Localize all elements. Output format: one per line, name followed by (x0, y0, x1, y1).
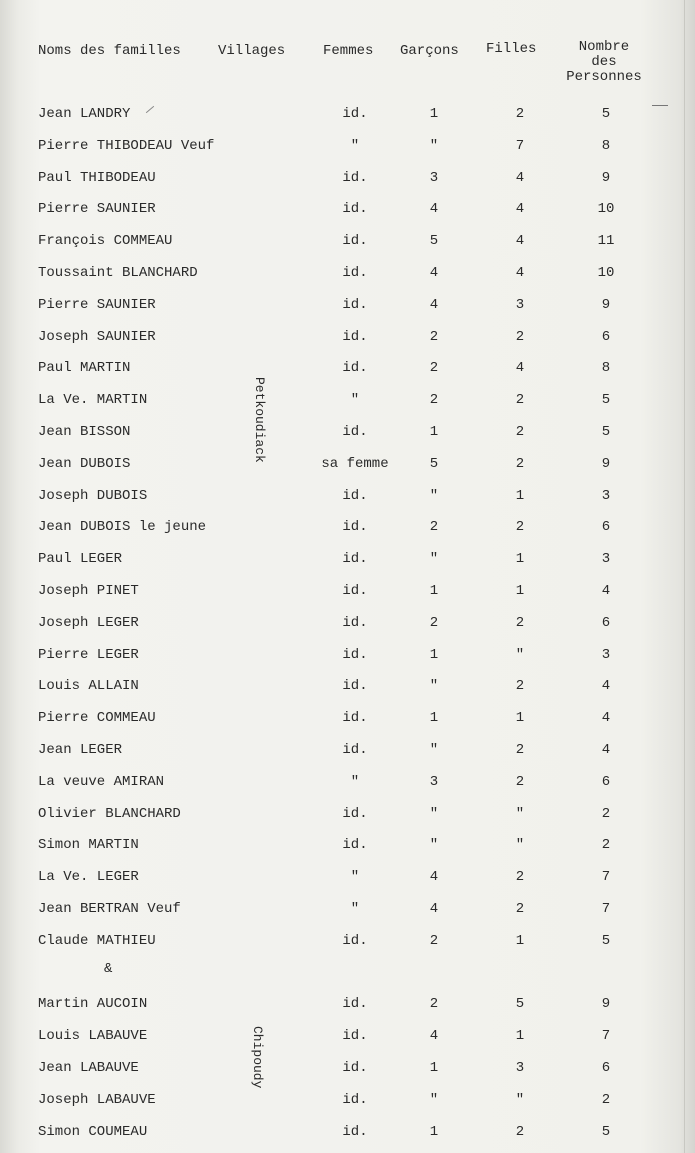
garcons-cell: 4 (429, 869, 439, 885)
family-name-cell: Pierre THIBODEAU Veuf (38, 138, 215, 154)
total-persons-cell: 7 (601, 901, 611, 917)
table-row (0, 932, 695, 950)
femmes-cell: id. (342, 1124, 368, 1140)
table-row (0, 1027, 695, 1045)
filles-cell: 2 (515, 329, 525, 345)
table-row (0, 995, 695, 1013)
filles-cell: 2 (515, 456, 525, 472)
table-row (0, 518, 695, 536)
total-persons-cell: 8 (601, 360, 611, 376)
femmes-cell: id. (342, 583, 368, 599)
garcons-cell: " (429, 742, 439, 758)
family-name-cell: Toussaint BLANCHARD (38, 265, 198, 281)
family-name-cell: Jean BISSON (38, 424, 131, 440)
table-row (0, 105, 695, 123)
table-row (0, 709, 695, 727)
femmes-cell: id. (342, 201, 368, 217)
family-name-cell: Paul LEGER (38, 551, 123, 567)
family-name-cell: Louis LABAUVE (38, 1028, 148, 1044)
filles-cell: 4 (515, 265, 525, 281)
filles-cell: 2 (515, 901, 525, 917)
total-persons-cell: 6 (601, 615, 611, 631)
total-persons-cell: 4 (601, 710, 611, 726)
total-persons-cell: 6 (601, 774, 611, 790)
femmes-cell: id. (342, 837, 368, 853)
garcons-cell: " (429, 138, 439, 154)
family-name-cell: Joseph SAUNIER (38, 329, 156, 345)
femmes-cell: " (350, 138, 360, 154)
total-persons-cell: 9 (601, 297, 611, 313)
femmes-cell: id. (342, 1028, 368, 1044)
total-persons-cell: 5 (601, 1124, 611, 1140)
total-persons-cell: 2 (601, 806, 611, 822)
total-persons-cell: 3 (601, 647, 611, 663)
femmes-cell: " (350, 774, 360, 790)
filles-cell: 2 (515, 774, 525, 790)
header-names: Noms des familles (38, 43, 181, 59)
filles-cell: 5 (515, 996, 525, 1012)
total-persons-cell: 7 (601, 1028, 611, 1044)
table-row (0, 328, 695, 346)
header-garcons: Garçons (400, 43, 459, 59)
total-persons-cell: 4 (601, 678, 611, 694)
family-name-cell: Pierre SAUNIER (38, 297, 156, 313)
family-name-cell: Joseph LEGER (38, 615, 139, 631)
garcons-cell: 2 (429, 392, 439, 408)
garcons-cell: 1 (429, 106, 439, 122)
table-row (0, 773, 695, 791)
femmes-cell: sa femme (321, 456, 389, 472)
femmes-cell: id. (342, 933, 368, 949)
garcons-cell: 2 (429, 360, 439, 376)
femmes-cell: id. (342, 996, 368, 1012)
table-row (0, 741, 695, 759)
garcons-cell: 2 (429, 329, 439, 345)
total-persons-cell: 6 (601, 519, 611, 535)
table-row (0, 391, 695, 409)
femmes-cell: id. (342, 551, 368, 567)
filles-cell: 2 (515, 742, 525, 758)
garcons-cell: 1 (429, 1124, 439, 1140)
table-row (0, 805, 695, 823)
filles-cell: 1 (515, 583, 525, 599)
family-name-cell: La Ve. MARTIN (38, 392, 148, 408)
filles-cell: 2 (515, 519, 525, 535)
femmes-cell: id. (342, 170, 368, 186)
total-persons-cell: 2 (601, 837, 611, 853)
header-nombre-line-1: Nombre (578, 39, 630, 55)
total-persons-cell: 5 (601, 392, 611, 408)
filles-cell: 1 (515, 1028, 525, 1044)
garcons-cell: 4 (429, 901, 439, 917)
femmes-cell: id. (342, 360, 368, 376)
family-name-cell: Simon COUMEAU (38, 1124, 148, 1140)
table-row (0, 487, 695, 505)
village-label-petkoudiack: Petkoudiack (252, 377, 267, 463)
femmes-cell: " (350, 869, 360, 885)
femmes-cell: id. (342, 678, 368, 694)
header-nombre-line-2: des (591, 54, 617, 70)
garcons-cell: 2 (429, 519, 439, 535)
family-name-cell: Joseph LABAUVE (38, 1092, 156, 1108)
family-name-cell: François COMMEAU (38, 233, 173, 249)
garcons-cell: 4 (429, 297, 439, 313)
table-row (0, 455, 695, 473)
table-row (0, 423, 695, 441)
garcons-cell: 1 (429, 1060, 439, 1076)
family-name-cell: Jean BERTRAN Veuf (38, 901, 181, 917)
family-name-cell: Olivier BLANCHARD (38, 806, 181, 822)
table-row (0, 264, 695, 282)
table-row (0, 550, 695, 568)
garcons-cell: 2 (429, 615, 439, 631)
femmes-cell: id. (342, 519, 368, 535)
total-persons-cell: 8 (601, 138, 611, 154)
garcons-cell: 1 (429, 583, 439, 599)
garcons-cell: " (429, 488, 439, 504)
table-row (0, 868, 695, 886)
filles-cell: 1 (515, 710, 525, 726)
family-name-cell: Jean DUBOIS (38, 456, 131, 472)
filles-cell: 1 (515, 933, 525, 949)
garcons-cell: " (429, 1092, 439, 1108)
femmes-cell: id. (342, 806, 368, 822)
family-name-cell: La Ve. LEGER (38, 869, 139, 885)
femmes-cell: id. (342, 297, 368, 313)
total-persons-cell: 5 (601, 106, 611, 122)
filles-cell: 4 (515, 170, 525, 186)
ampersand-mark: & (104, 961, 113, 977)
garcons-cell: " (429, 806, 439, 822)
garcons-cell: 5 (429, 456, 439, 472)
femmes-cell: id. (342, 233, 368, 249)
garcons-cell: 3 (429, 170, 439, 186)
total-persons-cell: 4 (601, 742, 611, 758)
total-persons-cell: 6 (601, 1060, 611, 1076)
garcons-cell: 2 (429, 996, 439, 1012)
filles-cell: " (515, 837, 525, 853)
table-row (0, 614, 695, 632)
filles-cell: " (515, 806, 525, 822)
garcons-cell: 3 (429, 774, 439, 790)
header-filles: Filles (486, 41, 537, 57)
total-persons-cell: 4 (601, 583, 611, 599)
femmes-cell: id. (342, 424, 368, 440)
total-persons-cell: 9 (601, 456, 611, 472)
total-persons-cell: 9 (601, 996, 611, 1012)
total-persons-cell: 3 (601, 488, 611, 504)
total-persons-cell: 2 (601, 1092, 611, 1108)
filles-cell: " (515, 1092, 525, 1108)
table-row (0, 169, 695, 187)
header-femmes: Femmes (323, 43, 374, 59)
filles-cell: 2 (515, 678, 525, 694)
table-row (0, 900, 695, 918)
garcons-cell: " (429, 837, 439, 853)
filles-cell: 3 (515, 297, 525, 313)
family-name-cell: Louis ALLAIN (38, 678, 139, 694)
family-name-cell: Martin AUCOIN (38, 996, 148, 1012)
filles-cell: 2 (515, 392, 525, 408)
table-row (0, 296, 695, 314)
garcons-cell: 4 (429, 1028, 439, 1044)
filles-cell: 2 (515, 1124, 525, 1140)
femmes-cell: id. (342, 1060, 368, 1076)
garcons-cell: 5 (429, 233, 439, 249)
table-row (0, 359, 695, 377)
table-row (0, 1059, 695, 1077)
filles-cell: 3 (515, 1060, 525, 1076)
filles-cell: 2 (515, 106, 525, 122)
filles-cell: " (515, 647, 525, 663)
table-row (0, 836, 695, 854)
total-persons-cell: 11 (597, 233, 615, 249)
femmes-cell: id. (342, 106, 368, 122)
total-persons-cell: 6 (601, 329, 611, 345)
table-row (0, 1091, 695, 1109)
family-name-cell: Jean LEGER (38, 742, 123, 758)
filles-cell: 2 (515, 424, 525, 440)
family-name-cell: La veuve AMIRAN (38, 774, 165, 790)
garcons-cell: 1 (429, 647, 439, 663)
garcons-cell: " (429, 678, 439, 694)
femmes-cell: id. (342, 710, 368, 726)
table-row (0, 646, 695, 664)
garcons-cell: 1 (429, 710, 439, 726)
family-name-cell: Joseph DUBOIS (38, 488, 148, 504)
femmes-cell: id. (342, 329, 368, 345)
femmes-cell: " (350, 901, 360, 917)
family-name-cell: Claude MATHIEU (38, 933, 156, 949)
femmes-cell: id. (342, 647, 368, 663)
total-persons-cell: 7 (601, 869, 611, 885)
femmes-cell: id. (342, 1092, 368, 1108)
filles-cell: 4 (515, 360, 525, 376)
family-name-cell: Jean DUBOIS le jeune (38, 519, 207, 535)
family-name-cell: Pierre SAUNIER (38, 201, 156, 217)
family-name-cell: Jean LANDRY (38, 106, 131, 122)
village-label-chipoudy: Chipoudy (250, 1026, 265, 1089)
table-row (0, 232, 695, 250)
total-persons-cell: 9 (601, 170, 611, 186)
total-persons-cell: 3 (601, 551, 611, 567)
family-name-cell: Pierre LEGER (38, 647, 139, 663)
family-name-cell: Simon MARTIN (38, 837, 139, 853)
filles-cell: 2 (515, 869, 525, 885)
family-name-cell: Paul THIBODEAU (38, 170, 156, 186)
femmes-cell: id. (342, 615, 368, 631)
femmes-cell: id. (342, 488, 368, 504)
family-name-cell: Joseph PINET (38, 583, 139, 599)
filles-cell: 4 (515, 233, 525, 249)
table-row (0, 200, 695, 218)
garcons-cell: " (429, 551, 439, 567)
garcons-cell: 1 (429, 424, 439, 440)
family-name-cell: Jean LABAUVE (38, 1060, 139, 1076)
total-persons-cell: 5 (601, 933, 611, 949)
femmes-cell: id. (342, 265, 368, 281)
filles-cell: 4 (515, 201, 525, 217)
table-row (0, 677, 695, 695)
table-row (0, 1123, 695, 1141)
table-row (0, 137, 695, 155)
family-name-cell: Paul MARTIN (38, 360, 131, 376)
garcons-cell: 2 (429, 933, 439, 949)
filles-cell: 7 (515, 138, 525, 154)
femmes-cell: id. (342, 742, 368, 758)
femmes-cell: " (350, 392, 360, 408)
family-name-cell: Pierre COMMEAU (38, 710, 156, 726)
header-nombre-line-3: Personnes (566, 69, 642, 85)
table-row (0, 582, 695, 600)
total-persons-cell: 10 (597, 201, 615, 217)
garcons-cell: 4 (429, 201, 439, 217)
filles-cell: 1 (515, 488, 525, 504)
header-villages: Villages (218, 43, 286, 59)
total-persons-cell: 5 (601, 424, 611, 440)
total-persons-cell: 10 (597, 265, 615, 281)
filles-cell: 1 (515, 551, 525, 567)
garcons-cell: 4 (429, 265, 439, 281)
filles-cell: 2 (515, 615, 525, 631)
